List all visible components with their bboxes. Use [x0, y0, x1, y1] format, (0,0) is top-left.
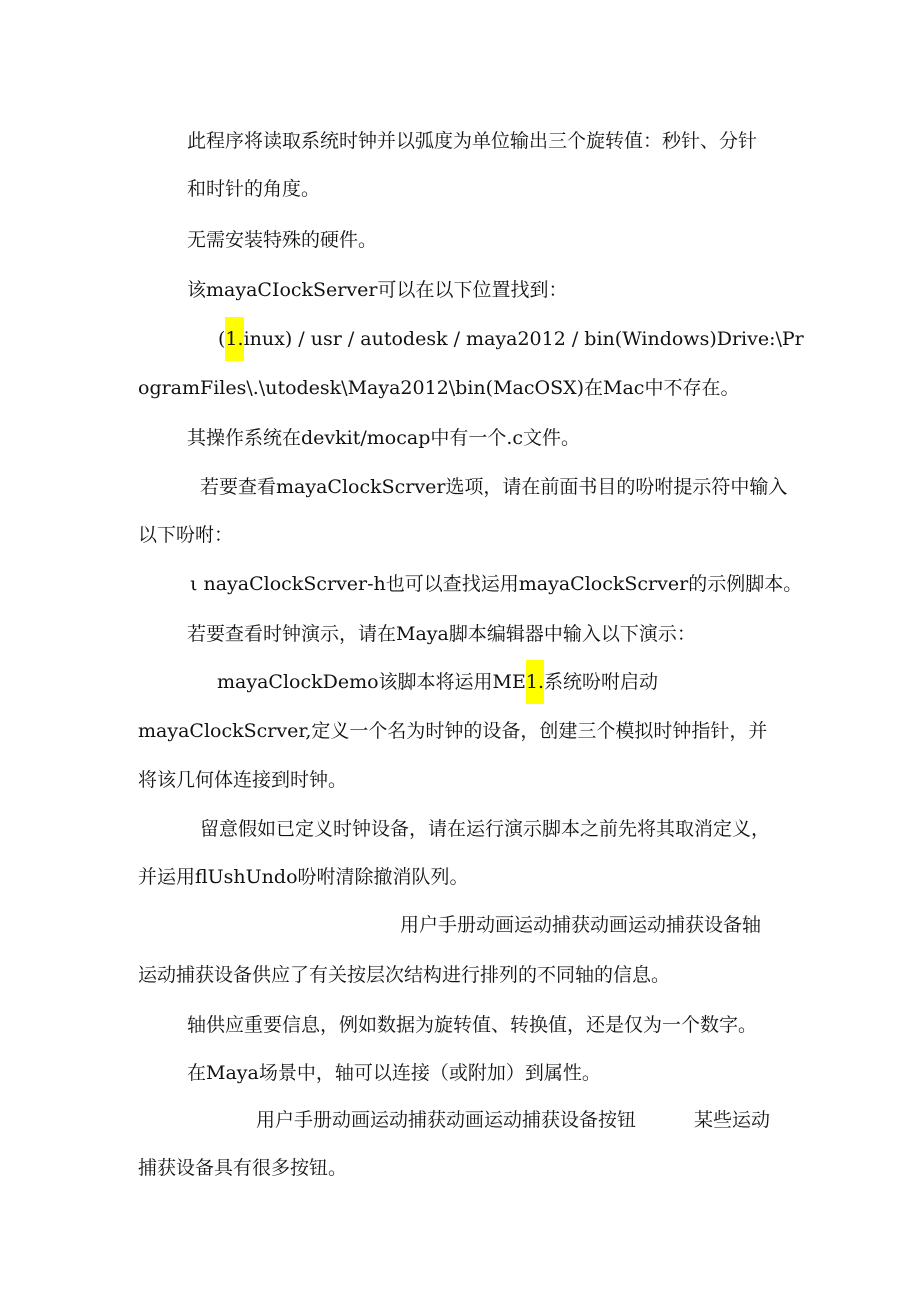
paragraph-line: 轴供应重要信息，例如数据为旋转值、转换值，还是仅为一个数字。 — [187, 1014, 758, 1036]
paragraph-line: 捕获设备具有很多按钮。 — [138, 1157, 348, 1179]
path-text-prefix: ( — [218, 328, 226, 350]
demo-text-suffix: 系统吩咐启动 — [544, 671, 659, 693]
paragraph-line: 其操作系统在devkit/mocap中有一个.c文件。 — [187, 427, 581, 449]
paragraph-line-path — [218, 325, 804, 353]
paragraph-line: ogramFiles\.\utodesk\Maya2012\bin(MacOSX)在Mac中不存在。 — [138, 377, 740, 399]
section-heading-button: 用户手册动画运动捕获动画运动捕获设备按钮 — [256, 1109, 637, 1131]
paragraph-line: 并运用flUshUndo吩咐清除撤消队列。 — [138, 866, 469, 888]
highlighted-text: 1. — [526, 660, 544, 704]
paragraph-line: ι nayaClockScrver-h也可以查找运用mayaClockScrver的示例脚本。 — [190, 573, 803, 595]
paragraph-line: 此程序将读取系统时钟并以弧度为单位输出三个旋转值：秒针、分针 — [187, 130, 758, 152]
paragraph-line-demo — [217, 668, 658, 696]
path-text: inux) / usr / autodesk / maya2012 / bin(Windows)Drive:\Pr — [243, 328, 804, 350]
paragraph-line: 某些运动 — [694, 1109, 771, 1131]
paragraph-line: 无需安装特殊的硬件。 — [187, 229, 378, 251]
paragraph-line: 若要查看时钟演示，请在Maya脚本编辑器中输入以下演示： — [187, 623, 696, 645]
paragraph-line: 若要查看mayaClockScrver选项，请在前面书目的吩咐提示符中输入 — [200, 476, 788, 498]
paragraph-line: 该mayaCIockServer可以在以下位置找到： — [187, 279, 568, 301]
paragraph-line: 以下吩咐： — [138, 524, 234, 546]
paragraph-line: 将该几何体连接到时钟。 — [138, 769, 348, 791]
paragraph-line: 和时针的角度。 — [187, 178, 321, 200]
paragraph-line: 在Maya场景中，轴可以连接（或附加）到属性。 — [187, 1062, 601, 1084]
demo-text-prefix: mayaClockDemo该脚本将运用ME — [217, 671, 526, 693]
paragraph-line: 运动捕获设备供应了有关按层次结构进行排列的不同轴的信息。 — [138, 964, 671, 986]
paragraph-line: mayaClockScrver,定义一个名为时钟的设备，创建三个模拟时钟指针，并 — [138, 720, 768, 742]
section-heading-axis: 用户手册动画运动捕获动画运动捕获设备轴 — [400, 914, 762, 936]
paragraph-line: 留意假如已定义时钟设备，请在运行演示脚本之前先将其取消定义， — [200, 818, 771, 840]
highlighted-text: 1. — [225, 317, 243, 361]
